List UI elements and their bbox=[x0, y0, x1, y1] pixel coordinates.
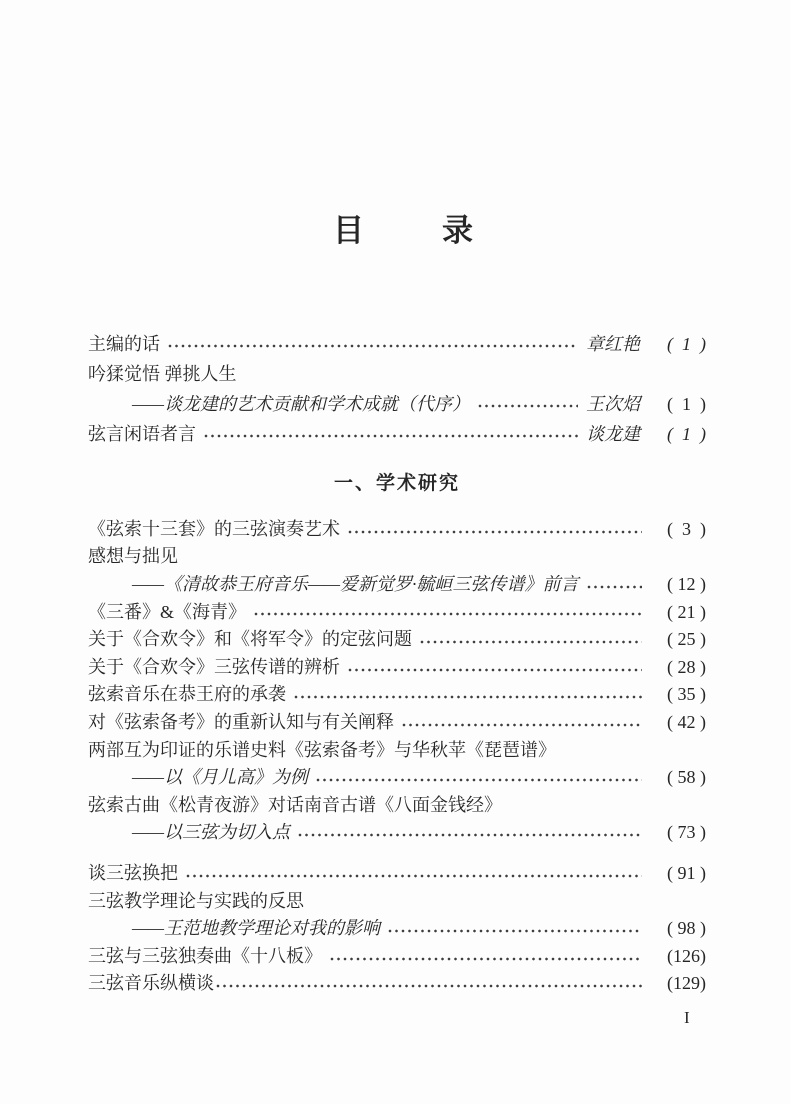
leader-dots bbox=[216, 983, 642, 989]
leader-dots bbox=[316, 777, 642, 783]
toc-row bbox=[88, 915, 706, 943]
entry-page-number: ( 21 ) bbox=[667, 601, 706, 622]
entry-page-number: ( 12 ) bbox=[667, 574, 706, 595]
toc-row bbox=[88, 709, 706, 737]
entry-title: ——以三弦为切入点 bbox=[132, 822, 291, 843]
toc-row bbox=[88, 329, 706, 359]
entry-title: ——谈龙建的艺术贡献和学术成就（代序） bbox=[132, 394, 471, 415]
toc-row bbox=[88, 571, 706, 599]
toc-row bbox=[88, 860, 706, 888]
entry-page-number: (126) bbox=[667, 945, 706, 966]
toc-row bbox=[88, 599, 706, 627]
toc-row bbox=[88, 943, 706, 971]
entry-title: 对《弦索备考》的重新认知与有关阐释 bbox=[88, 712, 394, 733]
toc-row bbox=[88, 737, 706, 765]
toc-row bbox=[88, 626, 706, 654]
entry-title: 《弦索十三套》的三弦演奏艺术 bbox=[88, 518, 340, 539]
leader-dots bbox=[348, 667, 642, 673]
entry-page-number: ( 1 ) bbox=[667, 394, 706, 415]
entries-list bbox=[88, 516, 706, 998]
toc-row bbox=[88, 654, 706, 682]
entry-page-number: ( 58 ) bbox=[667, 767, 706, 788]
entry-page-number: ( 91 ) bbox=[667, 863, 706, 883]
entry-title: 三弦与三弦独奏曲《十八板》 bbox=[88, 945, 322, 966]
entry-page-number: ( 73 ) bbox=[667, 822, 706, 843]
leader-dots bbox=[478, 403, 578, 409]
entry-page-number: ( 1 ) bbox=[667, 334, 706, 355]
entry-title: 吟猱觉悟 弹挑人生 bbox=[88, 364, 237, 385]
entry-title: ——《清故恭王府音乐——爱新觉罗·毓峘三弦传谱》前言 bbox=[132, 574, 579, 595]
entry-page-number: (129) bbox=[667, 973, 706, 994]
entry-title: 弦索音乐在恭王府的承袭 bbox=[88, 684, 286, 705]
entry-title: 弦言闲语者言 bbox=[88, 424, 196, 445]
toc-row bbox=[88, 419, 706, 449]
entry-title: 关于《合欢令》三弦传谱的辨析 bbox=[88, 656, 340, 677]
entry-author: 王次炤 bbox=[586, 394, 640, 415]
entry-title: 谈三弦换把 bbox=[88, 863, 178, 883]
leader-dots bbox=[168, 343, 578, 349]
leader-dots bbox=[186, 873, 642, 879]
entry-title: 主编的话 bbox=[88, 334, 160, 355]
toc-row bbox=[88, 516, 706, 544]
leader-dots bbox=[388, 928, 642, 934]
entry-title: 关于《合欢令》和《将军令》的定弦问题 bbox=[88, 629, 412, 650]
entry-title: 两部互为印证的乐谱史料《弦索备考》与华秋苹《琵琶谱》 bbox=[88, 739, 556, 760]
entry-title: ——王范地教学理论对我的影响 bbox=[132, 918, 381, 939]
leader-dots bbox=[348, 529, 642, 535]
folio-page-number: I bbox=[684, 1008, 690, 1027]
toc-row bbox=[88, 819, 706, 847]
leader-dots bbox=[587, 584, 642, 590]
entry-author: 章红艳 bbox=[586, 334, 640, 355]
leader-dots bbox=[204, 433, 578, 439]
front-matter-list bbox=[88, 329, 706, 449]
leader-dots bbox=[402, 722, 642, 728]
entry-title: 三弦音乐纵横谈 bbox=[88, 973, 214, 994]
toc-row bbox=[88, 359, 706, 389]
entry-title: 感想与拙见 bbox=[88, 546, 178, 567]
toc-row bbox=[88, 764, 706, 792]
toc-row bbox=[88, 888, 706, 916]
page-title-char-2: 录 bbox=[442, 213, 473, 248]
entry-page-number: ( 35 ) bbox=[667, 684, 706, 705]
toc-row bbox=[88, 792, 706, 820]
entry-title: 《三番》&《海青》 bbox=[88, 601, 247, 622]
leader-dots bbox=[254, 611, 642, 617]
page-title bbox=[0, 212, 790, 249]
entry-author: 谈龙建 bbox=[586, 424, 640, 445]
leader-dots bbox=[330, 956, 642, 962]
entry-title: 弦索古曲《松青夜游》对话南音古谱《八面金钱经》 bbox=[88, 794, 502, 815]
entry-page-number: ( 42 ) bbox=[667, 712, 706, 733]
entry-page-number: ( 3 ) bbox=[667, 518, 706, 539]
entry-title: 三弦教学理论与实践的反思 bbox=[88, 890, 304, 911]
toc-row bbox=[88, 681, 706, 709]
section-heading: 一、学术研究 bbox=[333, 473, 460, 495]
entry-title: ——以《月儿高》为例 bbox=[132, 767, 309, 788]
toc-row bbox=[88, 970, 706, 998]
entry-page-number: ( 25 ) bbox=[667, 629, 706, 650]
entry-page-number: ( 1 ) bbox=[667, 424, 706, 445]
entry-page-number: ( 98 ) bbox=[667, 918, 706, 939]
leader-dots bbox=[420, 639, 642, 645]
toc-row bbox=[88, 389, 706, 419]
toc-content bbox=[88, 329, 706, 998]
page-title-char-1: 目 bbox=[333, 213, 364, 248]
leader-dots bbox=[294, 694, 642, 700]
leader-dots bbox=[298, 832, 642, 838]
toc-row bbox=[88, 543, 706, 571]
entry-page-number: ( 28 ) bbox=[667, 656, 706, 677]
